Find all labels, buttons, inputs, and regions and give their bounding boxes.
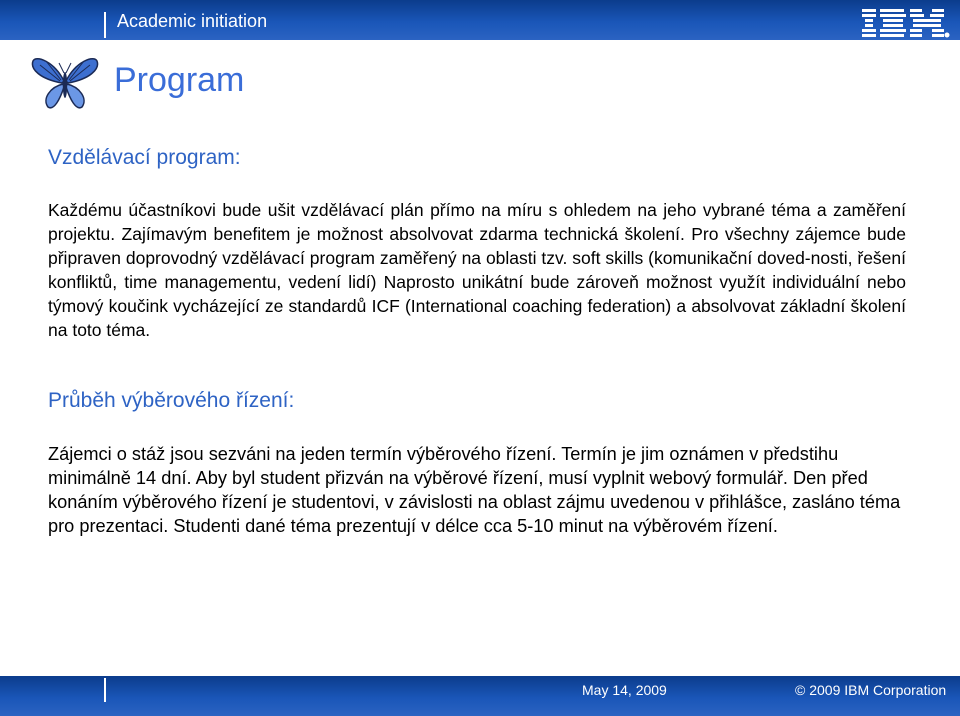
butterfly-icon <box>30 55 100 111</box>
section-text-program: Každému účastníkovi bude ušit vzdělávací plán přímo na míru s ohledem na jeho vybrané téma a zaměření projektu. Zajímavým benefitem je možnost absolvovat zdarma technická školení. Pro všechny zájemce bude připraven doprovodný vzdělávací program zaměřený na oblasti tzv. soft skills (komunikační doved-nosti, řešení konfliktů, time managementu, vedení lidí) Naprosto unikátní bude zároveň možnost využít individuální nebo týmový koučink vycházející ze standardů ICF (International coaching federation) a absolvovat základní školení na toto téma. <box>48 200 906 340</box>
header-title: Academic initiation <box>117 11 268 31</box>
slide-title: Program <box>114 61 245 99</box>
ibm-logo <box>860 5 950 39</box>
footer-date: May 14, 2009 <box>582 682 667 698</box>
section-heading-program: Vzdělávací program: <box>48 146 241 169</box>
section-heading-selection: Průběh výběrového řízení: <box>48 389 295 412</box>
header-divider <box>104 12 106 38</box>
footer-copyright: © 2009 IBM Corporation <box>795 682 947 698</box>
footer-divider <box>104 678 106 702</box>
section-text-selection: Zájemci o stáž jsou sezváni na jeden termín výběrového řízení. Termín je jim oznámen v předstihu minimálně 14 dní. Aby byl student přizván na výběrové řízení, musí vyplnit webový formulář. Den před konáním výběrového řízení je studentovi, v závislosti na oblast zájmu uvedenou v přihlášce, zasláno téma pro prezentaci. Studenti dané téma prezentují v délce cca 5-10 minut na výběrovém řízení. <box>48 444 901 536</box>
